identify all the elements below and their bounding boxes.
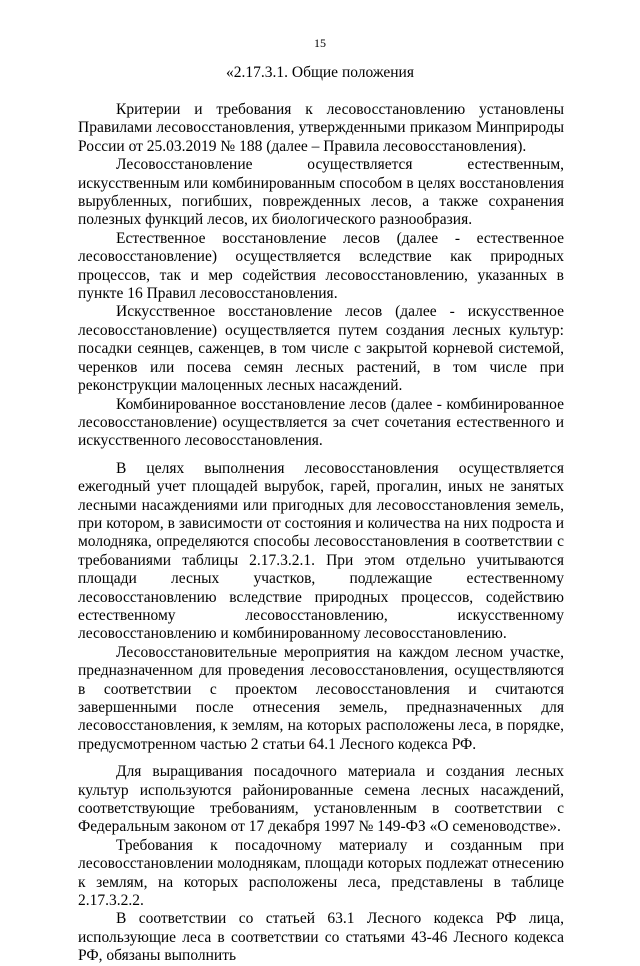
paragraph-methods: Лесовосстановление осуществляется естественным, искусственным или комбинированным способом в целях восстановления вырубленных, погибших, поврежденных лесов, а также сохранения полезных функций лесов, их биологического разнообразия. xyxy=(78,156,564,229)
paragraph-combined: Комбинированное восстановление лесов (далее - комбинированное лесовосстановление) осуществляется за счет сочетания естественного и искусственного лесовосстановления. xyxy=(78,395,564,450)
page-number: 15 xyxy=(314,36,326,50)
paragraph-measures: Лесовосстановительные мероприятия на каждом лесном участке, предназначенном для проведения лесовосстановления, осуществляются в соответствии с проектом лесовосстановления и считаются завершенными после отнесения земель, предназначенных для лесовосстановления, к землям, на которых расположены леса, в порядке, предусмотренном частью 2 статьи 64.1 Лесного кодекса РФ. xyxy=(78,643,564,753)
paragraph-annual-accounting: В целях выполнения лесовосстановления осуществляется ежегодный учет площадей вырубок, гарей, прогалин, иных не занятых лесными насаждениями или пригодных для лесовосстановления земель, при котором, в зависимости от состояния и количества на них подроста и молодняка, определяются способы лесовосстановления в соответствии с требованиями таблицы 2.17.3.2.1. При этом отдельно учитываются площади лесных участков, подлежащие естественному лесовосстановлению вследствие природных процессов, содействию естественному лесовосстановлению, искусственному лесовосстановлению и комбинированному лесовосстановлению. xyxy=(78,459,564,643)
paragraph-seeds: Для выращивания посадочного материала и создания лесных культур используются районированные семена лесных насаждений, соответствующие требованиям, установленным в соответствии с Федеральным законом от 17 декабря 1997 № 149-ФЗ «О семеноводстве». xyxy=(78,763,564,836)
paragraph-artificial: Искусственное восстановление лесов (далее - искусственное лесовосстановление) осуществляется путем создания лесных культур: посадки сеянцев, саженцев, в том числе с закрытой корневой системой, черенков или посева семян лесных растений, в том числе при реконструкции малоценных лесных насаждений. xyxy=(78,303,564,395)
section-heading: «2.17.3.1. Общие положения xyxy=(226,64,414,81)
paragraph-article-63: В соответствии со статьей 63.1 Лесного кодекса РФ лица, использующие леса в соответствии со статьями 43-46 Лесного кодекса РФ, обязаны выполнить xyxy=(78,910,564,965)
paragraph-criteria: Критерии и требования к лесовосстановлению установлены Правилами лесовосстановления, утвержденными приказом Минприроды России от 25.03.2019 № 188 (далее – Правила лесовосстановления). xyxy=(78,101,564,155)
body-text xyxy=(78,101,564,966)
paragraph-requirements: Требования к посадочному материалу и созданным при лесовосстановлении молоднякам, площади которых подлежат отнесению к землям, на которых расположены леса, представлены в таблице 2.17.3.2.2. xyxy=(78,836,564,910)
paragraph-natural: Естественное восстановление лесов (далее - естественное лесовосстановление) осуществляется вследствие как природных процессов, так и мер содействия лесовосстановлению, указанных в пункте 16 Правил лесовосстановления. xyxy=(78,229,564,303)
